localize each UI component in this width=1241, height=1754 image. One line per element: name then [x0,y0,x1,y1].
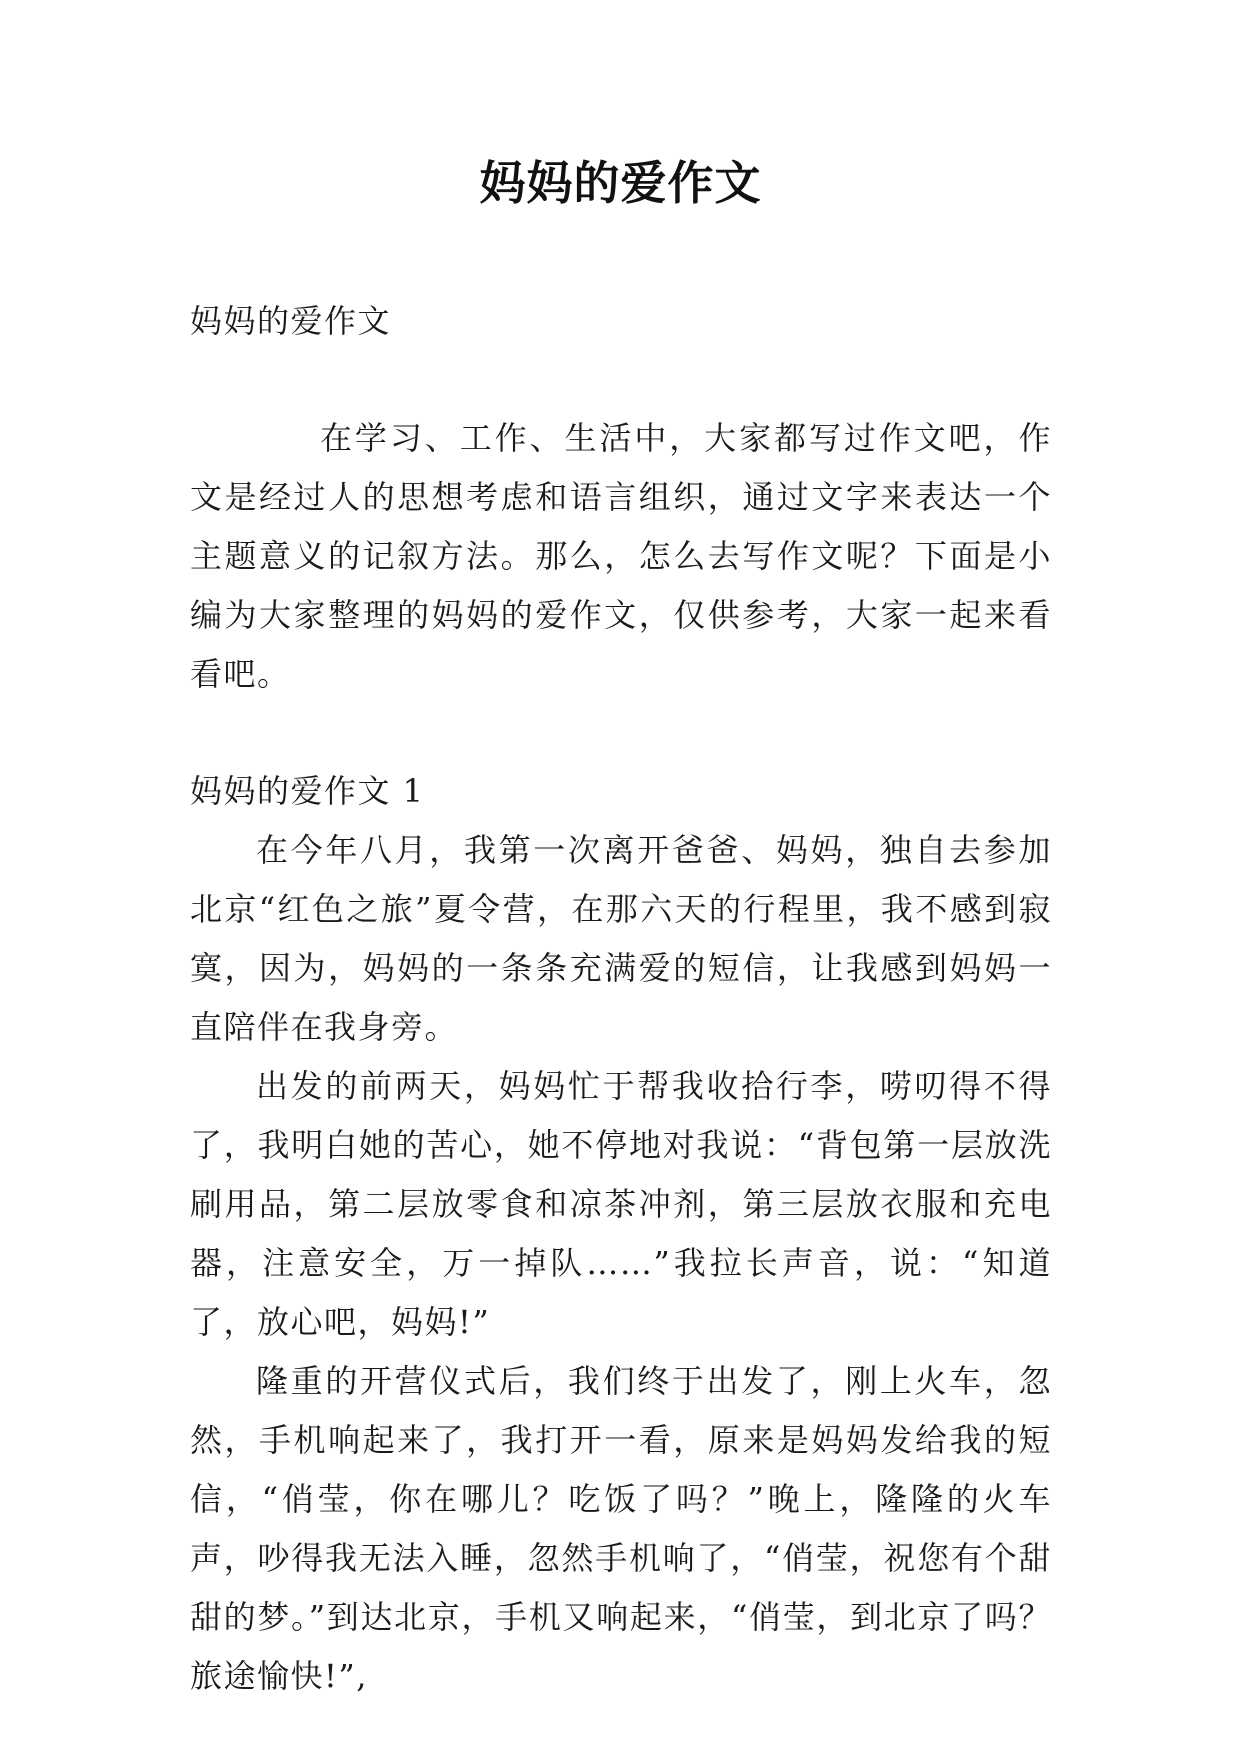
document-body [190,292,1052,1706]
body-paragraph: 隆重的开营仪式后，我们终于出发了，刚上火车，忽然，手机响起来了，我打开一看，原来是妈妈发给我的短信，“俏莹，你在哪儿？吃饭了吗？”晚上，隆隆的火车声，吵得我无法入睡，忽然手机响了，“俏莹，祝您有个甜甜的梦。”到达北京，手机又响起来，“俏莹，到北京了吗？旅途愉快!”, [190,1362,1052,1695]
intro-paragraph: 在学习、工作、生活中，大家都写过作文吧，作文是经过人的思想考虑和语言组织，通过文字来表达一个主题意义的记叙方法。那么，怎么去写作文呢？下面是小编为大家整理的妈妈的爱作文，仅供参考，大家一起来看看吧。 [190,419,1052,693]
document-title: 妈妈的爱作文 [479,156,762,210]
section-heading: 妈妈的爱作文 1 [190,772,425,810]
body-paragraph: 出发的前两天，妈妈忙于帮我收拾行李，唠叨得不得了，我明白她的苦心，她不停地对我说：“背包第一层放洗刷用品，第二层放零食和凉茶冲剂，第三层放衣服和充电器，注意安全，万一掉队……”我拉长声音，说：“知道了，放心吧，妈妈!” [190,1067,1052,1341]
document-subtitle: 妈妈的爱作文 [190,302,392,340]
body-paragraph: 在今年八月，我第一次离开爸爸、妈妈，独自去参加北京“红色之旅”夏令营，在那六天的行程里，我不感到寂寞，因为，妈妈的一条条充满爱的短信，让我感到妈妈一直陪伴在我身旁。 [190,831,1052,1046]
